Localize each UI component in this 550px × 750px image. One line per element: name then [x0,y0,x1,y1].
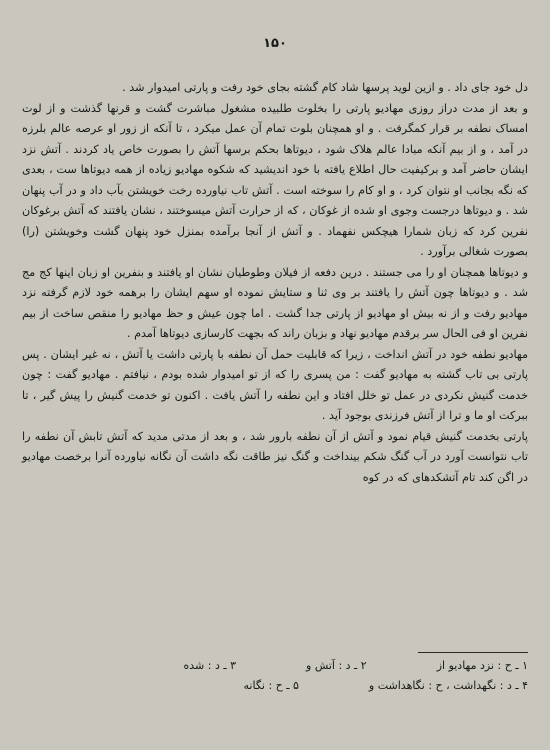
paragraph-3: و دیوتاها همچنان او را می جستند . درین دفعه از فیلان وطوطیان نشان او یافتند و بنفرین او زبان اینها کج مج شد . و دیوتاها چون آتش را یافتند بر وی ثنا و ستایش نموده او سهم ایشان را برهمه خود لازم گرفته نزد مهادیو رفت و از نه بیش او مهادیو از پارتی جدا گشت . اما چون عیش و حظ مهادیو را منقص ساخت از بیم نفرین او فی الحال سر برقدم مهادیو نهاد و بزبان راند که بجهت کارسازی دیوتاها آمدم . [22,265,528,340]
footnote-3: ۳ ـ د : شده [183,659,237,672]
body-text [22,78,528,488]
footnotes [22,656,528,696]
page-number: ۱۵۰ [263,36,287,51]
paragraph-4: مهادیو نطفه خود در آتش انداخت ، زیرا که قابلیت حمل آن نطفه با پارتی داشت یا آتش ، نه غیر ایشان . پس پارتی بی تاب گشته به مهادیو گفت : من پسری را که از تو امیدوار شده بودم ، نیافتم . مهادیو گفت : چون خدمت گنیش نکردی در عمل تو خلل افتاد و این نطفه را آتش یافت . اکنون تو خدمت گنیش را پیش گیر ، تا ببرکت او ما و ترا از آتش فرزندی بوجود آید . [22,347,528,422]
footnote-row [22,676,528,696]
paragraph-1: دل خود جای داد . و ازین لوید پرسها شاد کام گشته بجای خود رفت و پارتی امیدوار شد . [122,81,528,94]
footnote-5: ۵ ـ ح : نگانه [243,679,299,692]
footnote-row [22,656,528,676]
paragraph-2: و بعد از مدت دراز روزی مهادیو پارتی را بخلوت طلبیده مشغول مباشرت گشت و قرنها گذشت و از لوت امساک نطفه بر قرار کمگرفت . و او همچنان بلوت تمام آن عمل میکرد ، تا آنکه از زور او عرصه عالم بلرزه در آمد ، و از بیم آنکه مبادا عالم هلاک شود ، دیوتاها بحکم برسها آتش را بصورت خاص یاد کردند . آتش نزد ایشان حاضر آمد و برکیفیت حال اطلاع یافته با خود اندیشید که شکوه مهادیو زیاده از همه دیوتاها ست ، بعدی که نگه بجانب او نتوان کرد ، و او کام را سوخته است . آتش تاب نیاورده رخت خویشتن بآب داد و در آب پنهان شد . و دیوتاها درجست وجوی او شده از غوکان ، که از حرارت آتش میسوختند ، نشان یافتند که آتش برغوکان نفرین کرد که زبان شمارا هیچکس نفهماد . و آتش از آنجا برآمده بمنزل خود پنهان گشت وخویشتن (را) بصورت شغالی برآورد . [22,101,528,258]
footnote-2: ۲ ـ د : آتش و [306,659,367,672]
paragraph-5: پارتی بخدمت گنیش قیام نمود و آتش از آن نطفه بارور شد ، و بعد از مدتی مدید که آتش تابش آن نطفه را تاب نتوانست آورد در آب گنگ شکم بینداخت و گنگ نیز طاقت نگه داشت آن نگانه نیاورده آنرا برخصت مهادیو در اگن کند تام آتشکدهای که در کوه [22,429,528,484]
footnote-4: ۴ ـ د : نگهداشت ، ح : نگاهداشت و [368,679,528,692]
footnote-divider [418,652,528,653]
footnote-1: ۱ ـ ح : نزد مهادیو از [436,659,528,672]
